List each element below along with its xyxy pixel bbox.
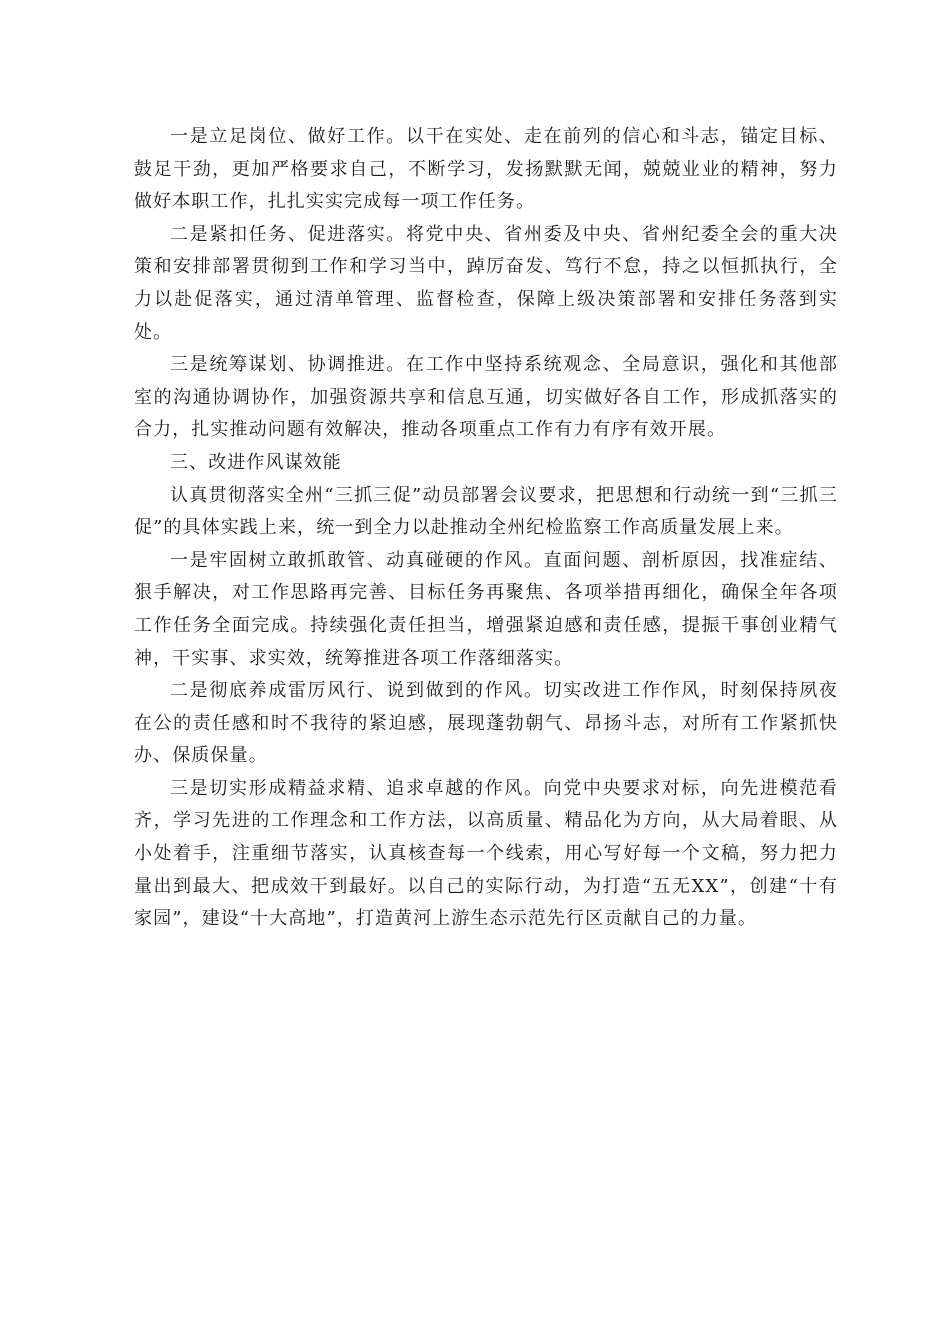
paragraph-focus-on-tasks: 二是紧扣任务、促进落实。将党中央、省州委及中央、省州纪委全会的重大决策和安排部署贯彻到工作和学习当中，踔厉奋发、笃行不怠，持之以恒抓执行，全力以赴促落实，通过清单管理、监督检查，保障上级决策部署和安排任务落到实处。 [134,223,838,343]
paragraph-firm-style: 一是牢固树立敢抓敢管、动真碰硬的作风。直面问题、剖析原因，找准症结、狠手解决，对工作思路再完善、目标任务再聚焦、各项举措再细化，确保全年各项工作任务全面完成。持续强化责任担当，增强紧迫感和责任感，提振干事创业精气神，干实事、求实效，统筹推进各项工作落细落实。 [134,549,838,669]
paragraph-excellence-style: 三是切实形成精益求精、追求卓越的作风。向党中央要求对标，向先进模范看齐，学习先进的工作理念和工作方法，以高质量、精品化为方向，从大局着眼、从小处着手，注重细节落实，认真核查每一个线索，用心写好每一个文稿，努力把力量出到最大、把成效干到最好。以自己的实际行动，为打造“五无XX”，创建“十有家园”，建设“十大高地”，打造黄河上游生态示范先行区贡献自己的力量。 [134,777,838,930]
paragraph-implement-requirements: 认真贯彻落实全州“三抓三促”动员部署会议要求，把思想和行动统一到“三抓三促”的具体实践上来，统一到全力以赴推动全州纪检监察工作高质量发展上来。 [134,484,838,539]
section-heading: 三、改进作风谋效能 [170,451,342,473]
paragraph-stand-at-post: 一是立足岗位、做好工作。以干在实处、走在前列的信心和斗志，锚定目标、鼓足干劲，更加严格要求自己，不断学习，发扬默默无闻，兢兢业业的精神，努力做好本职工作，扎扎实实完成每一项工作任务。 [134,126,838,213]
document-body [134,121,838,936]
paragraph-swift-action-style: 二是彻底养成雷厉风行、说到做到的作风。切实改进工作作风，时刻保持夙夜在公的责任感和时不我待的紧迫感，展现蓬勃朝气、昂扬斗志，对所有工作紧抓快办、保质保量。 [134,680,838,767]
paragraph-coordinate-planning: 三是统筹谋划、协调推进。在工作中坚持系统观念、全局意识，强化和其他部室的沟通协调协作，加强资源共享和信息互通，切实做好各自工作，形成抓落实的合力，扎实推动问题有效解决，推动各项重点工作有力有序有效开展。 [134,354,838,441]
